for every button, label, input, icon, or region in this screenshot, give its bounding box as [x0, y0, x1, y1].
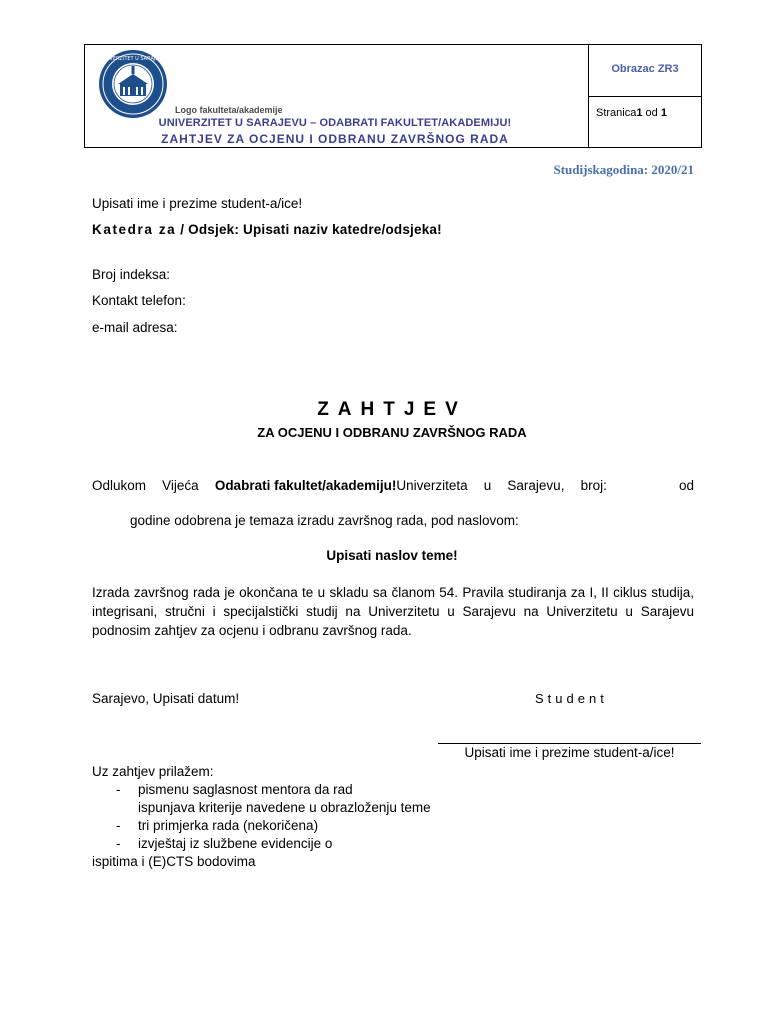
form-code: Obrazac ZR3 — [611, 63, 679, 75]
request-subtitle: ZA OCJENU I ODBRANU ZAVRŠNOG RADA — [257, 425, 527, 440]
signature-line — [438, 743, 701, 744]
faculty-placeholder: Odabrati fakultet/akademiju! — [214, 478, 397, 493]
index-label: Broj indeksa: — [92, 267, 171, 282]
list-item-continuation: ispunjava kriterije navedene u obrazloženju teme — [138, 800, 431, 815]
katedra-field[interactable] — [92, 222, 442, 237]
attachments-heading: Uz zahtjev prilažem: — [92, 764, 214, 779]
list-item: - izvještaj iz službene evidencije o — [92, 835, 431, 853]
request-paragraph: Izrada završnog rada je okončana te u skladu sa članom 54. Pravila studiranja za I, II ciklus studija, integrisani, stručni i specijalstički studij na Univerzitetu u Sarajevu na Univerzitetu u Sarajevu podnosim zahtjev za ocjenu i odbranu završnog rada. — [92, 585, 694, 638]
academic-year: Studijskagodina: 2020/21 — [553, 162, 694, 177]
seal-text: UNIVERZITET U SARAJEVU — [100, 56, 166, 62]
logo-caption: Logo fakulteta/akademije — [175, 105, 283, 115]
list-item-continuation: ispitima i (E)CTS bodovima — [92, 854, 256, 869]
word: Sarajevu, — [507, 478, 565, 493]
email-label: e-mail adresa: — [92, 320, 178, 335]
student-name-field[interactable]: Upisati ime i prezime student-a/ice! — [92, 196, 303, 211]
thesis-title-field[interactable]: Upisati naslov teme! — [326, 548, 458, 563]
list-item: - pismenu saglasnost mentora da rad — [92, 781, 431, 799]
university-seal-logo — [94, 48, 172, 120]
page-current: 1 — [636, 107, 643, 119]
page-total: 1 — [660, 107, 667, 119]
place-date-field[interactable]: Sarajevo, Upisati datum! — [92, 691, 240, 706]
approval-line: godine odobrena je temaza izradu završnog rada, pod naslovom: — [130, 513, 519, 528]
student-label: Student — [535, 691, 608, 706]
faculty-field[interactable] — [215, 478, 468, 493]
word: Univerziteta — [396, 478, 468, 493]
page-prefix: Stranica — [596, 107, 637, 119]
signature-name-field[interactable]: Upisati ime i prezime student-a/ice! — [464, 745, 675, 760]
phone-label: Kontakt telefon: — [92, 293, 186, 308]
katedra-label: Katedra za — [92, 222, 177, 237]
university-line: UNIVERZITET U SARAJEVU – ODABRATI FAKULTET/AKADEMIJU! — [158, 117, 512, 129]
page-number — [596, 107, 667, 119]
header-form-title: ZAHTJEV ZA OCJENU I ODBRANU ZAVRŠNOG RADA — [161, 132, 509, 146]
attachments-list — [92, 763, 431, 871]
word: Vijeća — [162, 478, 199, 493]
request-title: ZAHTJEV — [317, 399, 467, 420]
header-divider — [588, 96, 702, 97]
decision-line — [92, 478, 694, 493]
word: od — [678, 478, 694, 493]
word: Odlukom — [92, 478, 147, 493]
katedra-value: / Odsjek: Upisati naziv katedre/odsjeka! — [176, 222, 442, 237]
page-of: od — [642, 107, 661, 119]
list-item: - tri primjerka rada (nekoričena) — [92, 817, 431, 835]
word: broj: — [580, 478, 607, 493]
word: u — [483, 478, 492, 493]
